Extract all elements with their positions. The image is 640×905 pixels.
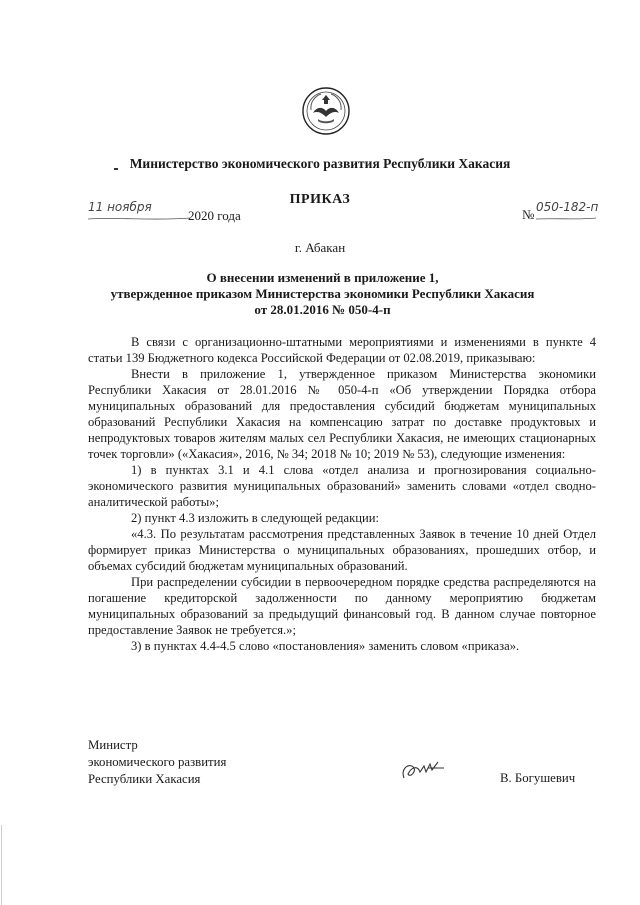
date-handwritten: 11 ноября bbox=[88, 200, 152, 214]
scan-edge bbox=[1, 825, 2, 905]
body-paragraph: «4.3. По результатам рассмотрения представленных Заявок в течение 10 дней Отдел формирует приказ Министерства о муниципальных образованиях, прошедших отбор, и объемах субсидий бюджетам муниципальных образований. bbox=[88, 527, 596, 573]
handwritten-signature-icon bbox=[398, 758, 446, 784]
document-type: ПРИКАЗ bbox=[289, 192, 351, 207]
body-paragraph: При распределении субсидии в первоочередном порядке средства распределяются на погашение кредиторской задолженности по данному мероприятию бюджетам муниципальных образований за предыдущий финансовый год. В данном случае повторное предоставление Заявок не требуется.»; bbox=[88, 575, 596, 637]
number-label: № bbox=[522, 207, 535, 222]
city: г. Абакан bbox=[294, 240, 346, 255]
signatory-title-line: экономического развития bbox=[88, 755, 227, 769]
date-year: 2020 года bbox=[188, 208, 241, 223]
body-paragraph: 3) в пунктах 4.4-4.5 слово «постановления» заменить словом «приказа». bbox=[131, 639, 520, 653]
subject-heading bbox=[80, 270, 565, 318]
signatory-title-line: Министр bbox=[88, 738, 138, 752]
signatory-title-line: Республики Хакасия bbox=[88, 772, 201, 786]
subject-line: от 28.01.2016 № 050-4-п bbox=[254, 302, 391, 317]
ministry-name: Министерство экономического развития Республики Хакасия bbox=[129, 156, 511, 171]
body-paragraph: 2) пункт 4.3 изложить в следующей редакции: bbox=[131, 511, 379, 525]
coat-of-arms-icon bbox=[301, 86, 351, 136]
order-body bbox=[88, 334, 596, 654]
body-paragraph: Внести в приложение 1, утвержденное приказом Министерства экономики Республики Хакасия от 28.01.2016 № 050-4-п «Об утверждении Порядка отбора муниципальных образований для предоставления субсидий бюджетам муниципальных образований Республики Хакасия на компенсацию затрат по доставке продуктовых и непродуктовых товаров жителям малых сел Республики Хакасия, не имеющих стационарных точек торговли» («Хакасия», 2016, № 34; 2018 № 10; 2019 № 53), следующие изменения: bbox=[88, 367, 596, 461]
subject-line: О внесении изменений в приложение 1, bbox=[206, 270, 439, 285]
signatory-title bbox=[88, 737, 226, 788]
body-paragraph: 1) в пунктах 3.1 и 4.1 слова «отдел анализа и прогнозирования социально-экономического развития муниципальных образований» заменить словами «отдел сводно-аналитической работы»; bbox=[88, 463, 596, 509]
subject-line: утвержденное приказом Министерства экономики Республики Хакасия bbox=[110, 286, 535, 301]
date-underline bbox=[86, 215, 192, 223]
signatory-name: В. Богушевич bbox=[500, 771, 576, 785]
number-handwritten: 050-182-п bbox=[536, 200, 599, 214]
number-underline bbox=[534, 215, 598, 223]
body-paragraph: В связи с организационно-штатными мероприятиями и изменениями в пункте 4 статьи 139 Бюджетного кодекса Российской Федерации от 02.08.2019, приказываю: bbox=[88, 335, 596, 365]
